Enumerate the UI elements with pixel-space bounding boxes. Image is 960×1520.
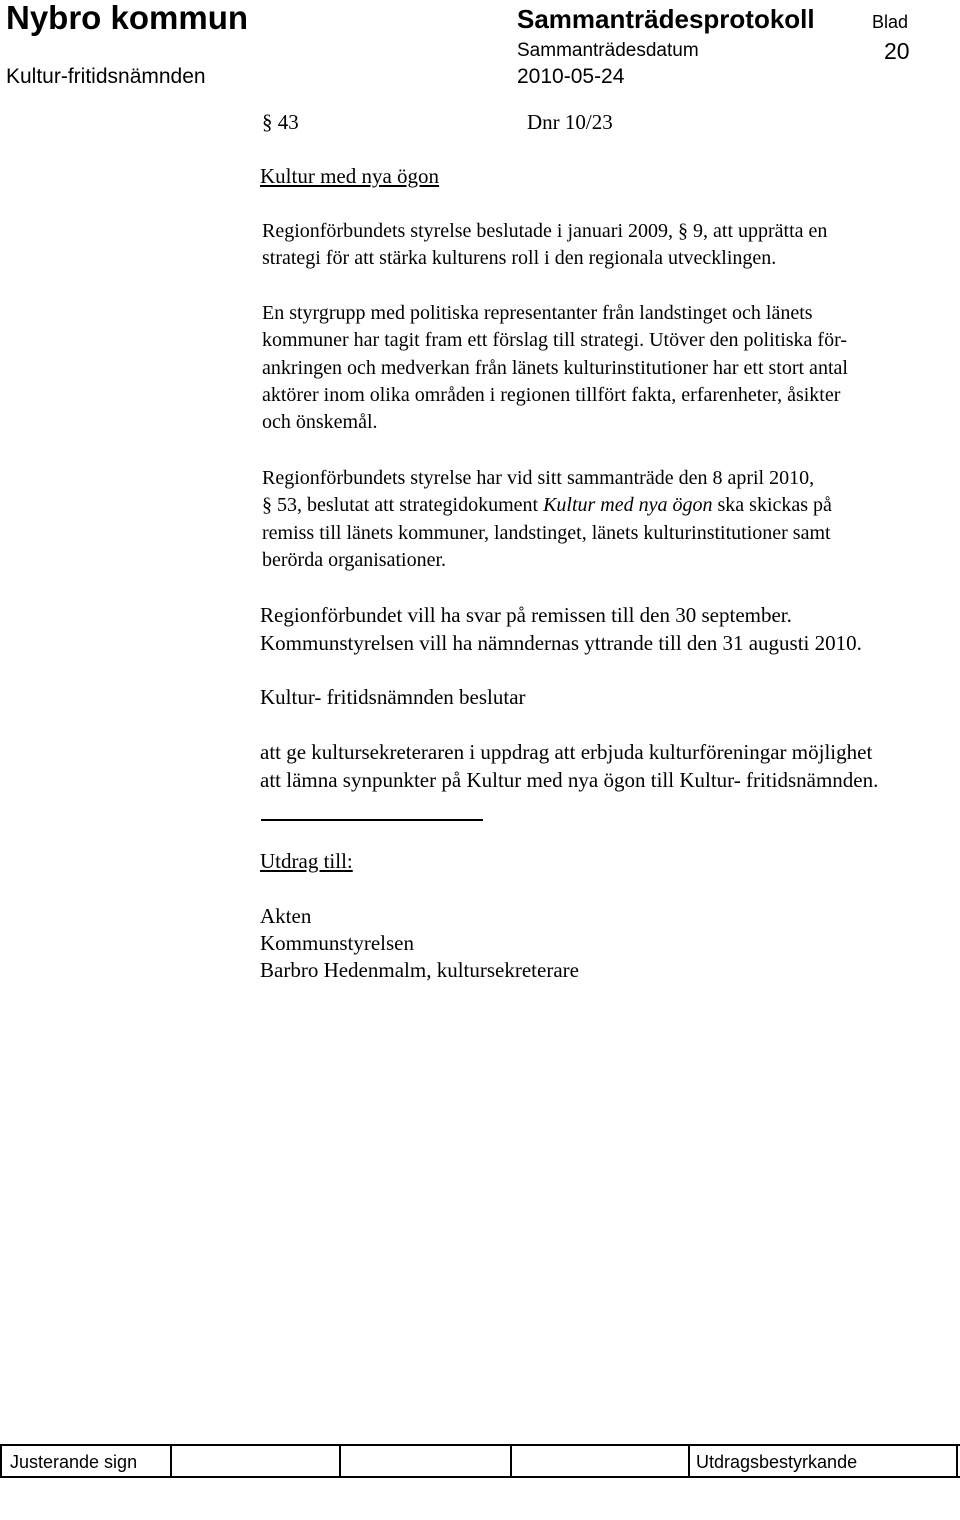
decision-text: att ge kultursekreteraren i uppdrag att erbjuda kulturföreningar möjlighet att lämna synpunkter på Kultur med nya ögon till Kultur- fritidsnämnden. xyxy=(260,740,879,792)
recipient-item: Akten xyxy=(260,904,312,928)
footer-cell-divider xyxy=(510,1446,512,1476)
page-label: Blad xyxy=(872,12,909,32)
paragraph-deadlines: Regionförbundet vill ha svar på remissen till den 30 september. Kommunstyrelsen vill ha nämndernas yttrande till den 31 augusti 2010. xyxy=(260,603,862,655)
paragraph-number: § 43 xyxy=(262,110,299,134)
footer-cell-divider xyxy=(170,1446,172,1476)
paragraph-steering-group: En styrgrupp med politiska representanter från landstinget och länets kommuner har tagit fram ett förslag till strategi. Utöver den politiska för- ankringen och medverkan från länets kulturinstitutioner har ett stort antal aktörer inom olika områden i regionen tillfört fakta, erfarenheter, åsikter och önskemål. xyxy=(262,302,848,434)
justerande-sign-label: Justerande sign xyxy=(10,1452,138,1472)
paragraph-board-decision xyxy=(262,465,832,574)
document-type: Sammanträdesprotokoll xyxy=(517,4,815,34)
meeting-date: 2010-05-24 xyxy=(517,65,625,88)
recipient-item: Barbro Hedenmalm, kultursekreterare xyxy=(260,958,579,982)
footer-cell-left-border xyxy=(0,1446,2,1476)
footer-cell-divider xyxy=(688,1446,690,1476)
org-name: Nybro kommun xyxy=(6,0,249,36)
recipient-item: Kommunstyrelsen xyxy=(260,931,414,955)
meeting-date-label: Sammanträdesdatum xyxy=(517,40,699,61)
footer-cell-right-border xyxy=(956,1446,958,1476)
item-title: Kultur med nya ögon xyxy=(260,164,440,188)
section-divider xyxy=(261,819,483,821)
footer-cell-divider xyxy=(339,1446,341,1476)
paragraph-board-decision-start: Regionförbundets styrelse har vid sitt sammanträde den 8 april 2010, § 53, beslutat att strategidokument xyxy=(262,467,815,517)
extract-heading: Utdrag till: xyxy=(260,849,353,873)
decision-heading: Kultur- fritidsnämnden beslutar xyxy=(260,685,526,709)
page-number: 20 xyxy=(884,38,910,64)
strategy-document-title: Kultur med nya ögon xyxy=(543,494,713,517)
utdragsbestyrkande-label: Utdragsbestyrkande xyxy=(696,1452,858,1472)
paragraph-board-decision-end: ska skickas på remiss till länets kommuner, landstinget, länets kulturinstitutioner samt berörda organisationer. xyxy=(262,494,832,571)
diary-number: Dnr 10/23 xyxy=(527,110,613,134)
signature-footer xyxy=(0,1444,960,1478)
paragraph-background: Regionförbundets styrelse beslutade i januari 2009, § 9, att upprätta en strategi för att stärka kulturens roll i den regionala utvecklingen. xyxy=(262,220,828,270)
committee-name: Kultur-fritidsnämnden xyxy=(6,65,206,88)
